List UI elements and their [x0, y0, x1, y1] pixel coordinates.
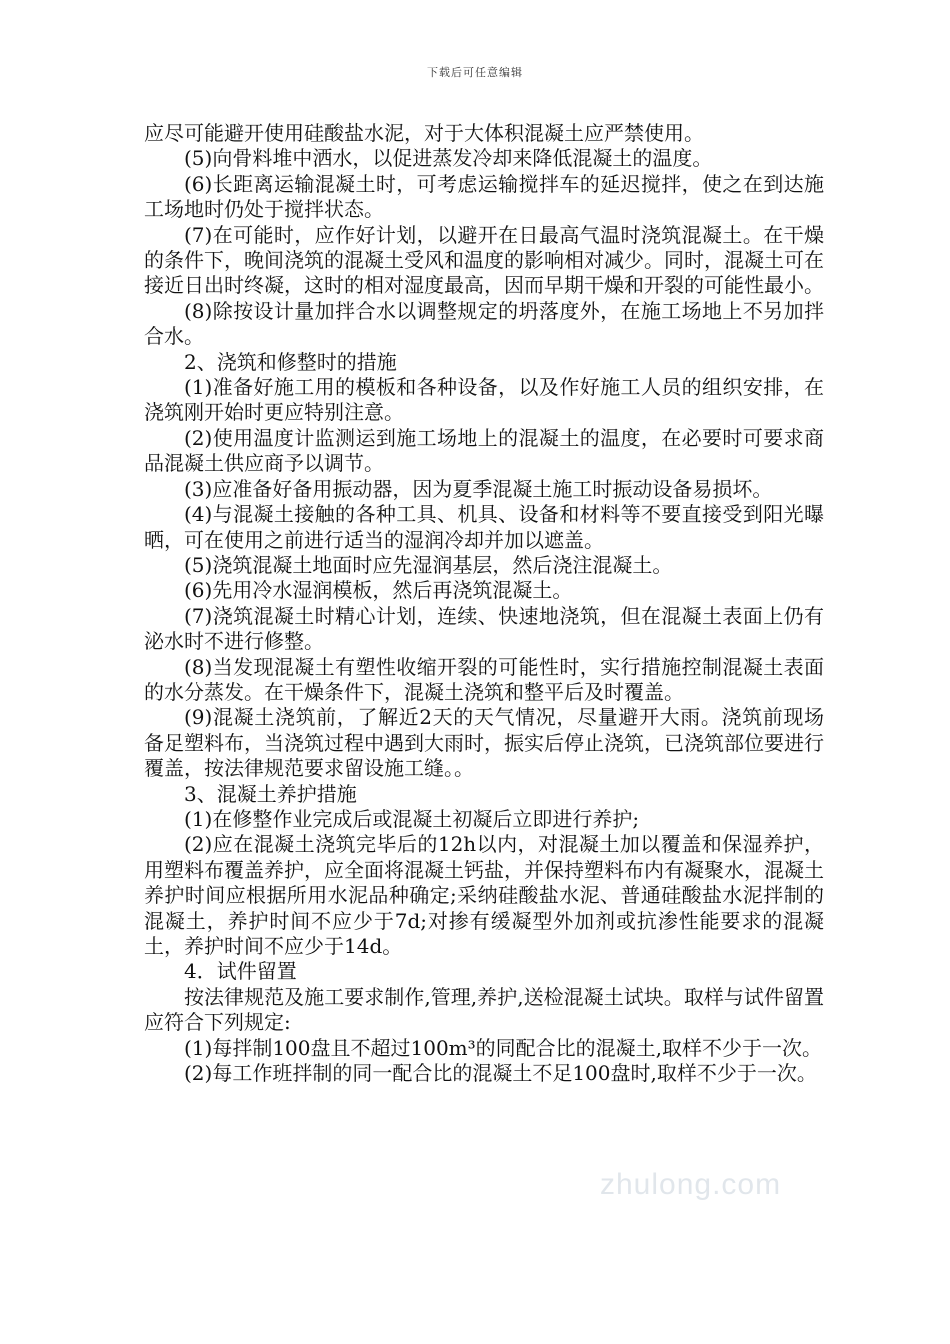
paragraph: (7)浇筑混凝土时精心计划，连续、快速地浇筑，但在混凝土表面上仍有泌水时不进行修整。: [144, 603, 824, 654]
paragraph: 3、混凝土养护措施: [184, 781, 357, 806]
paragraph: (2)使用温度计监测运到施工场地上的混凝土的温度，在必要时可要求商品混凝土供应商予以调节。: [144, 425, 824, 476]
paragraph: (6)先用冷水湿润模板，然后再浇筑混凝土。: [184, 578, 573, 603]
document-body: [144, 121, 824, 1086]
paragraph: (8)除按设计量加拌合水以调整规定的坍落度外，在施工场地上不另加拌合水。: [144, 298, 824, 349]
page-header: 下载后可任意编辑: [427, 66, 523, 79]
paragraph: (5)向骨料堆中洒水，以促进蒸发冷却来降低混凝土的温度。: [184, 146, 713, 171]
paragraph: (1)在修整作业完成后或混凝土初凝后立即进行养护;: [184, 806, 640, 831]
paragraph: (3)应准备好备用振动器，因为夏季混凝土施工时振动设备易损坏。: [184, 476, 773, 501]
paragraph: (2)应在混凝土浇筑完毕后的12h以内，对混凝土加以覆盖和保湿养护，用塑料布覆盖养护，应全面将混凝土钙盐，并保持塑料布内有凝聚水，混凝土养护时间应根据所用水泥品种确定;采纳硅酸盐水泥、普通硅酸盐水泥拌制的混凝土，养护时间不应少于7d;对掺有缓凝型外加剂或抗渗性能要求的混凝土，养护时间不应少于14d。: [144, 832, 824, 958]
paragraph: 4．试件留置: [184, 959, 297, 984]
paragraph: 2、浇筑和修整时的措施: [184, 349, 397, 374]
paragraph: (6)长距离运输混凝土时，可考虑运输搅拌车的延迟搅拌，使之在到达施工场地时仍处于搅拌状态。: [144, 171, 824, 222]
paragraph: (8)当发现混凝土有塑性收缩开裂的可能性时，实行措施控制混凝土表面的水分蒸发。在干燥条件下，混凝土浇筑和整平后及时覆盖。: [144, 654, 824, 704]
paragraph: (4)与混凝土接触的各种工具、机具、设备和材料等不要直接受到阳光曝晒，可在使用之前进行适当的湿润冷却并加以遮盖。: [144, 502, 824, 552]
paragraph: 按法律规范及施工要求制作,管理,养护,送检混凝土试块。取样与试件留置应符合下列规定:: [144, 984, 824, 1035]
paragraph: (5)浇筑混凝土地面时应先湿润基层，然后浇注混凝土。: [184, 552, 673, 577]
paragraph: (2)每工作班拌制的同一配合比的混凝土不足100盘时,取样不少于一次。: [184, 1061, 817, 1086]
watermark-logo: zhulong.com: [600, 1168, 782, 1201]
paragraph: (9)混凝土浇筑前，了解近2天的天气情况，尽量避开大雨。浇筑前现场备足塑料布，当浇筑过程中遇到大雨时，振实后停止浇筑，已浇筑部位要进行覆盖，按法律规范要求留设施工缝。。: [144, 705, 824, 781]
paragraph: (1)每拌制100盘且不超过100m³的同配合比的混凝土,取样不少于一次。: [184, 1035, 823, 1060]
paragraph: (1)准备好施工用的模板和各种设备，以及作好施工人员的组织安排，在浇筑刚开始时更应特别注意。: [144, 375, 824, 425]
paragraph: 应尽可能避开使用硅酸盐水泥，对于大体积混凝土应严禁使用。: [144, 121, 704, 145]
paragraph: (7)在可能时，应作好计划，以避开在日最高气温时浇筑混凝土。在干燥的条件下，晚间浇筑的混凝土受风和温度的影响相对减少。同时，混凝土可在接近日出时终凝，这时的相对湿度最高，因而早期干燥和开裂的可能性最小。: [144, 222, 824, 298]
